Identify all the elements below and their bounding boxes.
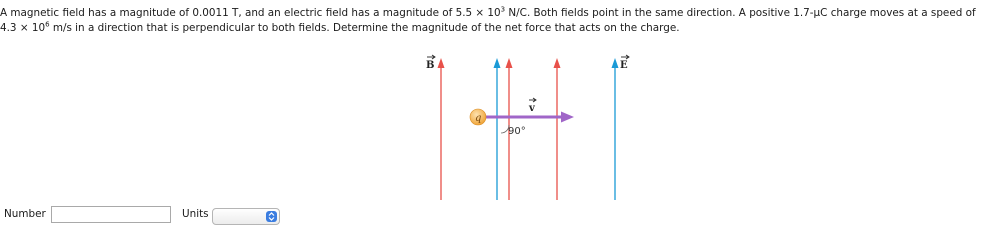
- question-line-2: $4.3 \times 10^6$ m/s in a direction that is perpendicular to both fields. Determine the magnitude of the net force that acts on the charge.: [0, 20, 680, 34]
- e-field-label: [620, 55, 629, 71]
- electric-field-line-2: [612, 58, 619, 200]
- svg-text:E: E: [620, 60, 628, 71]
- number-input[interactable]: [51, 206, 171, 223]
- velocity-label: [528, 98, 536, 114]
- svg-text:v: v: [529, 103, 535, 114]
- electric-field-line-1: [494, 58, 501, 200]
- question-line-1: A magnetic field has a magnitude of 0.0011 T, and an electric field has a magnitude of $5.5 \times 10^3$ N/C. Both fields point in the same direction. A positive 1.7-μC charge moves at a speed of: [0, 5, 976, 19]
- magnetic-field-line-1: [438, 58, 445, 200]
- angle-label: 90°: [508, 126, 526, 137]
- select-arrows-icon: [266, 211, 277, 222]
- b-field-label: [426, 55, 435, 71]
- svg-text:q: q: [475, 113, 482, 124]
- number-label: Number: [4, 208, 46, 220]
- units-label: Units: [182, 208, 209, 220]
- magnetic-field-line-3: [554, 58, 561, 200]
- charge-particle: [470, 109, 486, 125]
- svg-text:B: B: [426, 60, 435, 71]
- units-select[interactable]: [212, 208, 280, 225]
